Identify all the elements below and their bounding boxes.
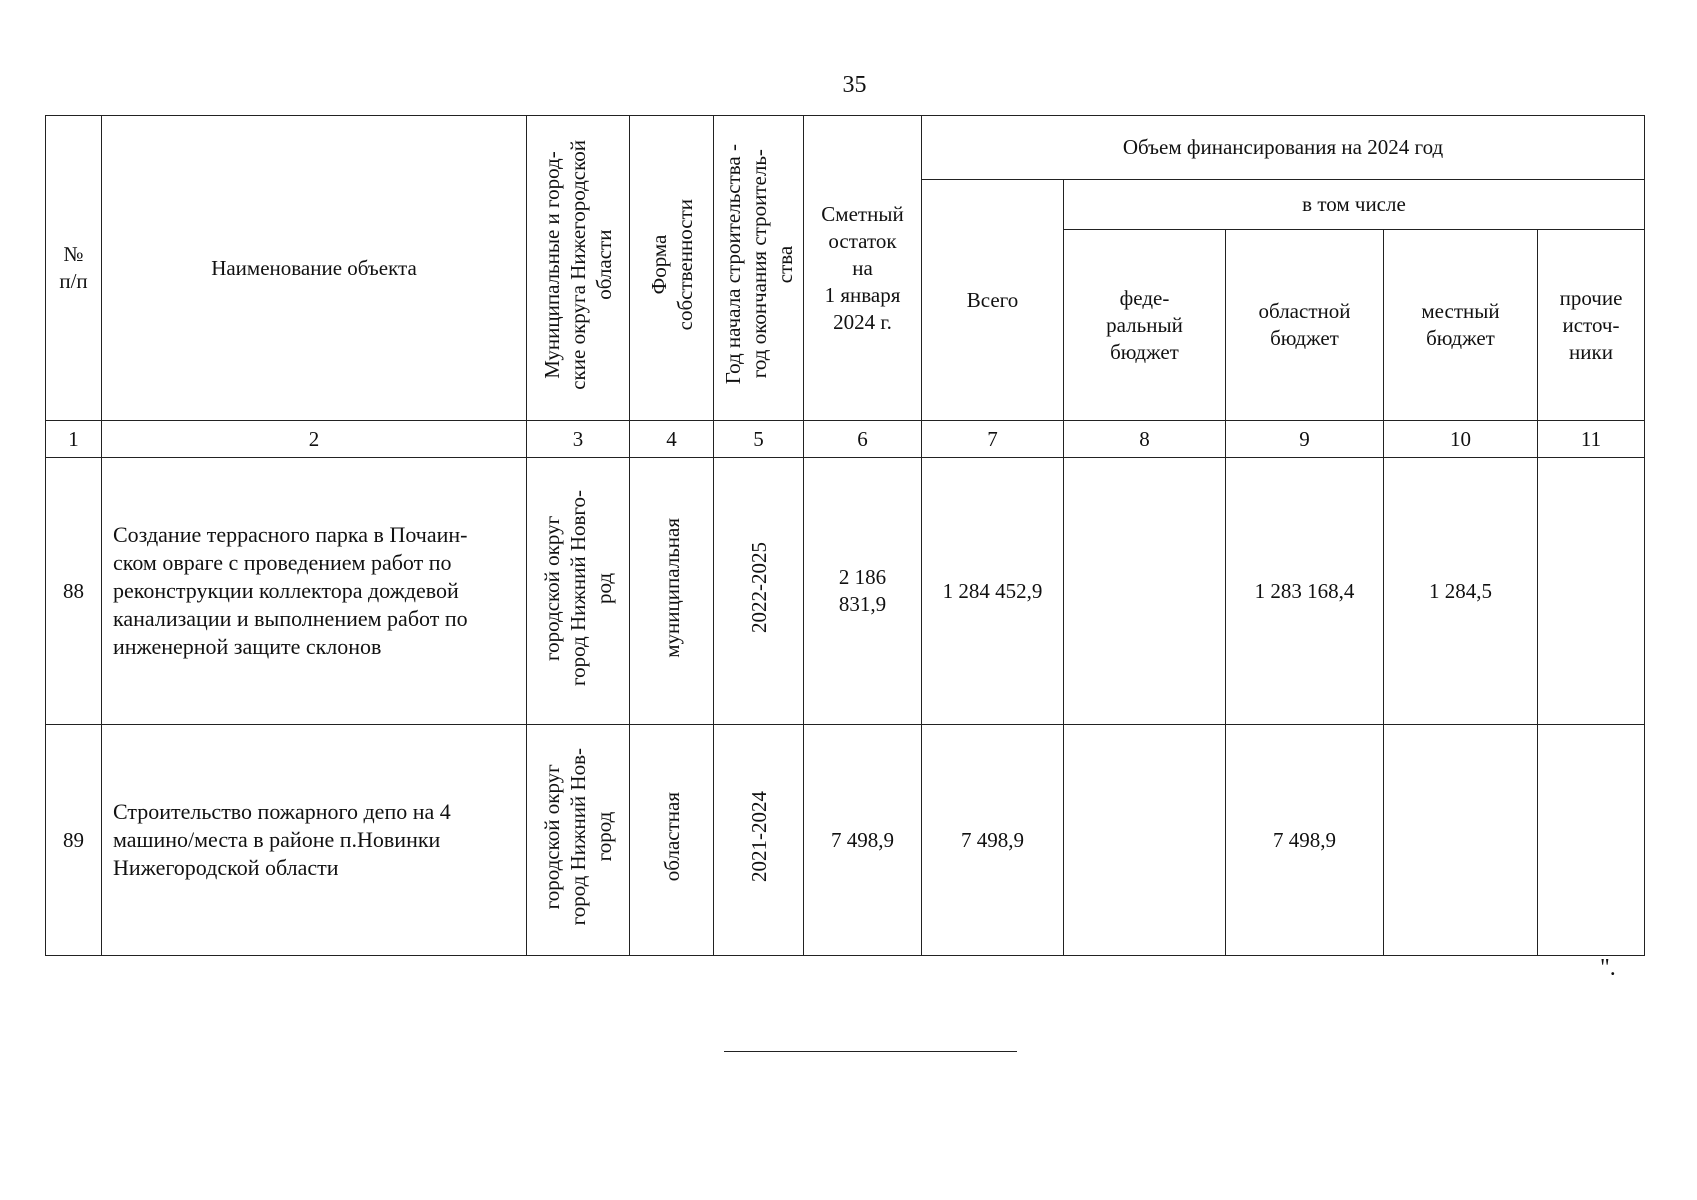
row-ownership xyxy=(630,725,714,956)
header-municipality-text: Муниципальные и город- ские округа Нижегородской области xyxy=(540,139,616,390)
column-number: 10 xyxy=(1384,421,1538,458)
row-municipality xyxy=(527,725,630,956)
header-municipality xyxy=(527,116,630,421)
header-total: Всего xyxy=(922,180,1064,421)
column-number: 7 xyxy=(922,421,1064,458)
header-years-text: Год начала строительства - год окончания строитель- ства xyxy=(720,144,797,385)
header-federal: феде- ральный бюджет xyxy=(1064,230,1226,421)
row-other xyxy=(1538,458,1645,725)
row-municipality-text: городской округ город Нижний Нов- город xyxy=(540,747,616,926)
column-number: 6 xyxy=(804,421,922,458)
row-balance: 7 498,9 xyxy=(804,725,922,956)
row-years-text: 2021-2024 xyxy=(746,791,771,882)
header-name: Наименование объекта xyxy=(102,116,527,421)
header-num: № п/п xyxy=(46,116,102,421)
row-balance: 2 186 831,9 xyxy=(804,458,922,725)
page-number: 35 xyxy=(842,72,867,98)
footer-divider xyxy=(724,1051,1017,1052)
row-federal xyxy=(1064,725,1226,956)
row-total: 1 284 452,9 xyxy=(922,458,1064,725)
column-number: 3 xyxy=(527,421,630,458)
table-row xyxy=(46,725,1645,956)
table-row xyxy=(46,458,1645,725)
header-years xyxy=(714,116,804,421)
row-ownership-text: областная xyxy=(659,791,684,882)
row-total: 7 498,9 xyxy=(922,725,1064,956)
column-numbers-row xyxy=(46,421,1645,458)
row-ownership-text: муниципальная xyxy=(659,517,684,658)
row-years xyxy=(714,458,804,725)
row-municipality xyxy=(527,458,630,725)
header-including: в том числе xyxy=(1064,180,1645,230)
row-municipality-text: городской округ город Нижний Новго- род xyxy=(540,489,616,686)
row-name: Строительство пожарного депо на 4 машино/места в районе п.Новинки Нижегородской области xyxy=(102,725,527,956)
header-ownership-text: Форма собственности xyxy=(646,198,697,331)
column-number: 11 xyxy=(1538,421,1645,458)
header-balance: Сметный остаток на 1 января 2024 г. xyxy=(804,116,922,421)
row-num: 89 xyxy=(46,725,102,956)
row-other xyxy=(1538,725,1645,956)
closing-quote: ". xyxy=(1600,955,1616,981)
header-ownership xyxy=(630,116,714,421)
header-regional: областной бюджет xyxy=(1226,230,1384,421)
row-years xyxy=(714,725,804,956)
row-federal xyxy=(1064,458,1226,725)
row-name: Создание террасного парка в Почаин- ском овраге с проведением работ по реконструкции коллектора дождевой канализации и выполнением работ по инженерной защите склонов xyxy=(102,458,527,725)
row-local: 1 284,5 xyxy=(1384,458,1538,725)
header-other: прочие источ- ники xyxy=(1538,230,1645,421)
row-regional: 7 498,9 xyxy=(1226,725,1384,956)
header-local: местный бюджет xyxy=(1384,230,1538,421)
column-number: 8 xyxy=(1064,421,1226,458)
column-number: 1 xyxy=(46,421,102,458)
column-number: 4 xyxy=(630,421,714,458)
header-funding-group: Объем финансирования на 2024 год xyxy=(922,116,1645,180)
row-local xyxy=(1384,725,1538,956)
row-num: 88 xyxy=(46,458,102,725)
column-number: 9 xyxy=(1226,421,1384,458)
column-number: 2 xyxy=(102,421,527,458)
column-number: 5 xyxy=(714,421,804,458)
row-regional: 1 283 168,4 xyxy=(1226,458,1384,725)
row-years-text: 2022-2025 xyxy=(746,542,771,633)
financing-table xyxy=(45,115,1645,956)
row-ownership xyxy=(630,458,714,725)
